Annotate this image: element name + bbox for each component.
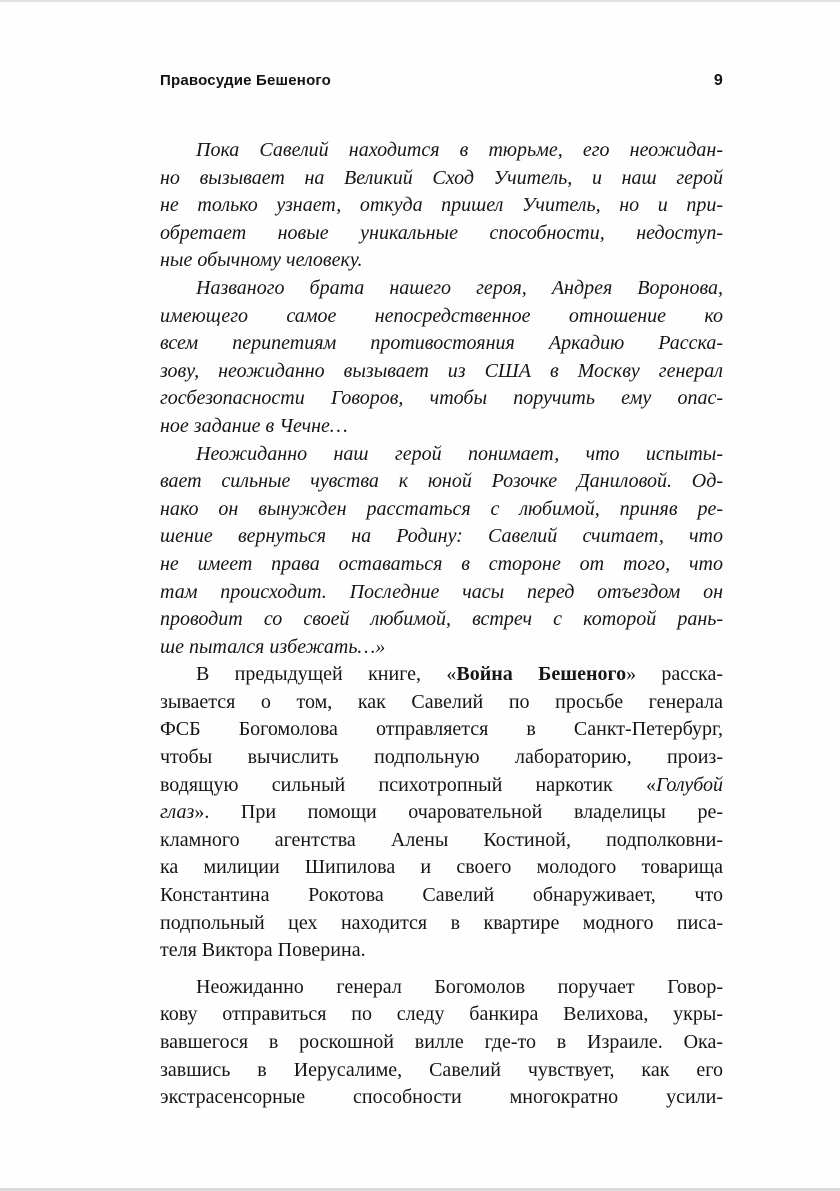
text-line [160, 799, 723, 827]
text-line: ФСБ Богомолова отправляется в Санкт-Петербург, [160, 718, 723, 741]
page-number: 9 [713, 72, 723, 89]
text-segment: ». При помощи очаровательной владелицы ре- [194, 801, 723, 824]
text-segment: водящую сильный психотропный наркотик « [160, 773, 657, 796]
text-line: чтобы вычислить подпольную лабораторию, произ- [160, 746, 723, 769]
running-header [160, 72, 723, 90]
text-line: Пока Савелий находится в тюрьме, его неожидан- [196, 139, 723, 161]
text-line: госбезопасности Говоров, чтобы поручить ему опас- [160, 387, 723, 410]
drug-name-italic: Голубой [656, 773, 723, 796]
book-title-bold: Война Бешеного [456, 663, 627, 686]
text-line: теля Виктора Поверина. [160, 939, 366, 962]
paragraph-annotation-2 [160, 275, 723, 441]
text-line: но вызывает на Великий Сход Учитель, и наш герой [160, 166, 723, 189]
text-line: ше пытался избежать…» [160, 635, 386, 658]
text-line: подпольный цех находится в квартире модного писа- [160, 911, 723, 934]
text-line: не только узнает, откуда пришел Учитель, но и при- [160, 194, 723, 217]
text-line: имеющего самое непосредственное отношение ко [160, 304, 723, 327]
scan-edge-top [0, 0, 840, 2]
text-line: зову, неожиданно вызывает из США в Москву генерал [160, 359, 723, 382]
body-text [160, 137, 723, 1112]
text-line: там происходит. Последние часы перед отъездом он [160, 580, 723, 603]
text-line: Неожиданно генерал Богомолов поручает Говор- [196, 975, 723, 998]
text-line: ное задание в Чечне… [160, 414, 348, 437]
paragraph-velikhov-israel [160, 974, 723, 1112]
text-line: ка милиции Шипилова и своего молодого товарища [160, 856, 723, 879]
text-line: Названого брата нашего героя, Андрея Воронова, [196, 276, 723, 299]
paragraph-annotation-3 [160, 441, 723, 662]
text-line: вает сильные чувства к юной Розочке Даниловой. Од- [160, 470, 723, 493]
text-line [160, 661, 723, 689]
text-line: вавшегося в роскошной вилле где-то в Израиле. Ока- [160, 1031, 723, 1053]
text-line: кламного агентства Алены Костиной, подполковни- [160, 828, 723, 851]
text-line: обретает новые уникальные способности, недоступ- [160, 221, 723, 244]
page-content [160, 72, 723, 1112]
paragraph-annotation-1 [160, 137, 723, 275]
drug-name-italic: глаз [160, 801, 195, 824]
text-line: нако он вынужден расстаться с любимой, приняв ре- [160, 497, 723, 520]
text-line: зывается о том, как Савелий по просьбе генерала [160, 690, 723, 713]
text-line: Константина Рокотова Савелий обнаруживает, что [160, 884, 723, 907]
text-line: проводит со своей любимой, встреч с которой рань- [160, 608, 723, 631]
text-line: ные обычному человеку. [160, 249, 363, 272]
running-title: Правосудие Бешеного [160, 72, 332, 89]
text-segment: » расска- [626, 663, 723, 686]
text-line: не имеет права оставаться в стороне от того, что [160, 552, 723, 575]
text-line: завшись в Иерусалиме, Савелий чувствует, как его [160, 1058, 723, 1081]
text-line [160, 772, 723, 800]
text-line: всем перипетиям противостояния Аркадию Расска- [160, 332, 723, 355]
text-segment: В предыдущей книге, « [196, 663, 457, 686]
text-line: шение вернуться на Родину: Савелий считает, что [160, 525, 723, 548]
text-line: экстрасенсорные способности многократно усили- [160, 1086, 723, 1109]
text-line: Неожиданно наш герой понимает, что испыты- [196, 442, 723, 465]
text-line: кову отправиться по следу банкира Велихова, укры- [160, 1003, 723, 1026]
paragraph-summary-previous-book [160, 661, 723, 965]
